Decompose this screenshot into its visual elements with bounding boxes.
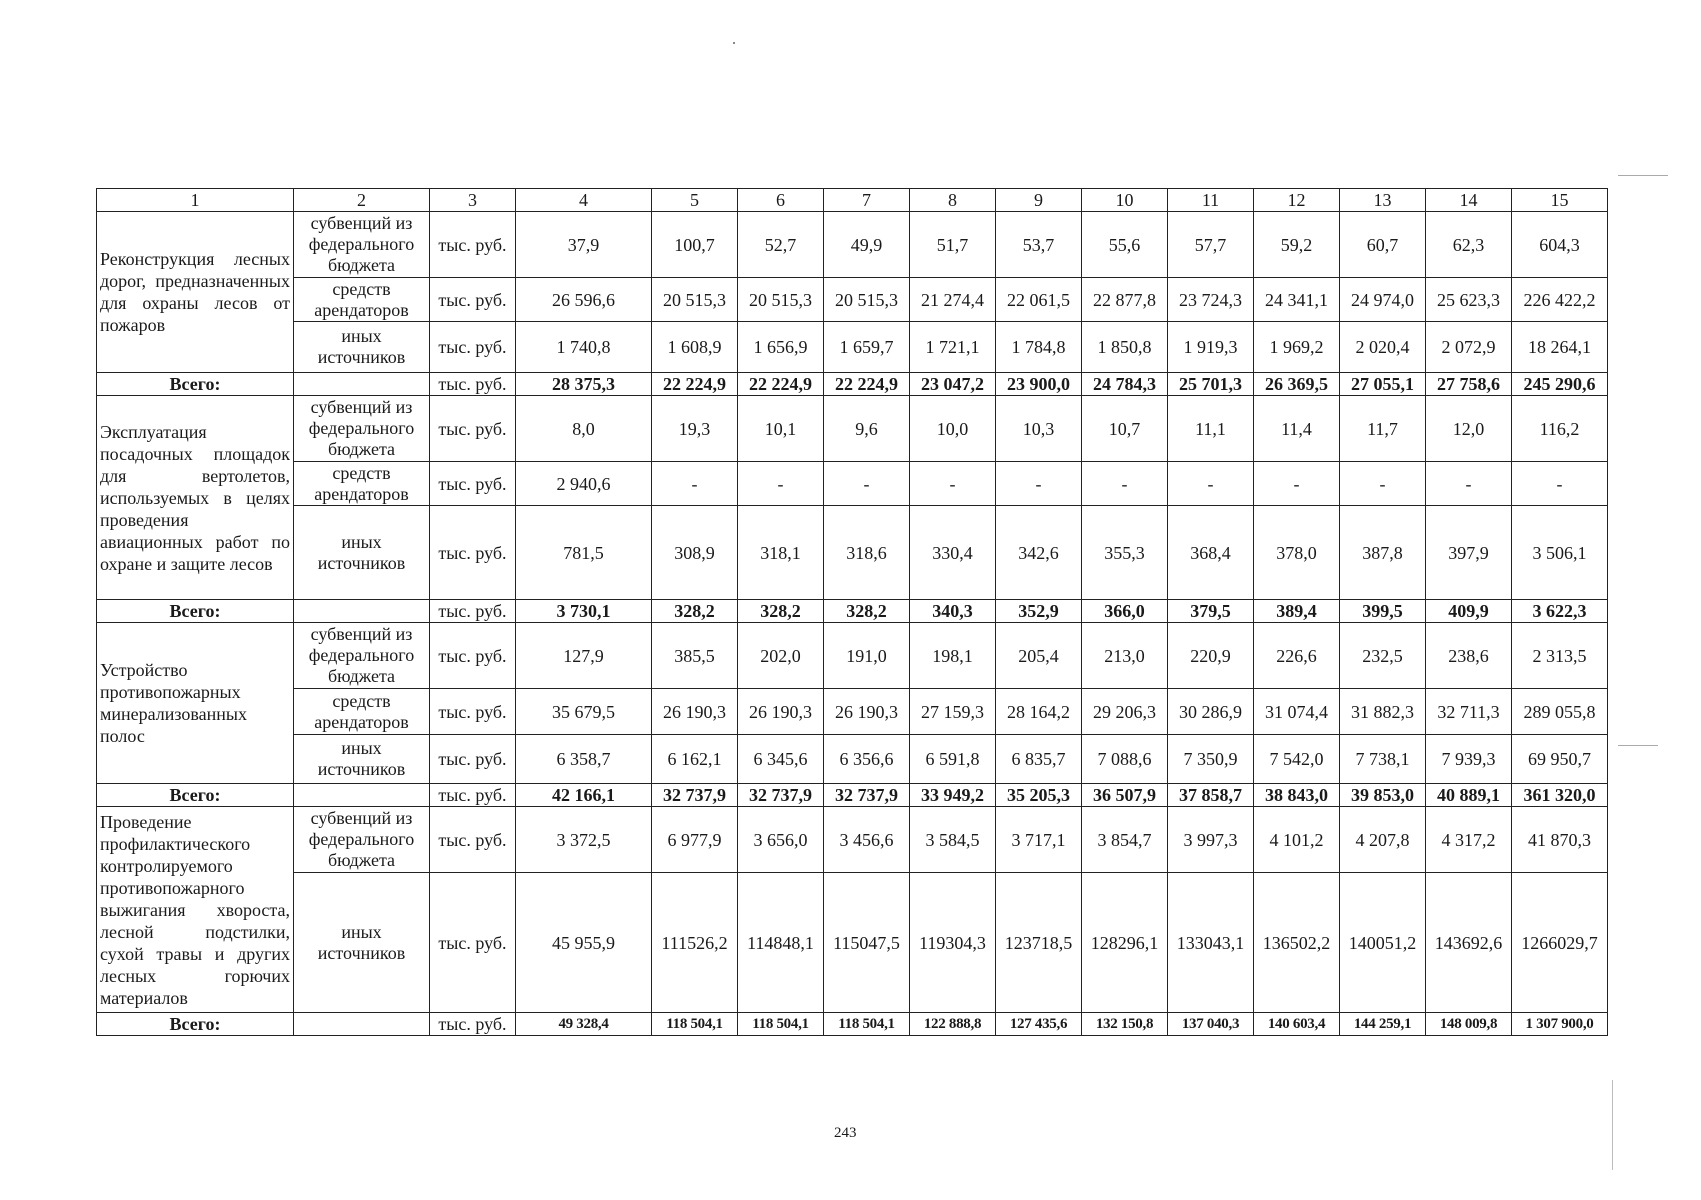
value-cell: 397,9 [1426,506,1512,600]
unit-cell: тыс. руб. [430,462,516,506]
value-cell: 10,3 [996,396,1082,462]
total-row [97,1013,1608,1036]
value-cell: - [652,462,738,506]
value-cell: 143692,6 [1426,873,1512,1013]
value-cell: 26 190,3 [652,689,738,735]
value-cell: 2 313,5 [1512,623,1608,689]
value-cell: 318,6 [824,506,910,600]
value-cell: 1 608,9 [652,322,738,373]
header-cell: 1 [97,189,294,212]
value-cell: 6 591,8 [910,735,996,784]
total-value: 22 224,9 [824,373,910,396]
header-cell: 13 [1340,189,1426,212]
value-cell: 53,7 [996,212,1082,278]
value-cell: 114848,1 [738,873,824,1013]
total-value: 328,2 [652,600,738,623]
value-cell: 41 870,3 [1512,807,1608,873]
value-cell: 62,3 [1426,212,1512,278]
value-cell: 31 882,3 [1340,689,1426,735]
value-cell: 10,0 [910,396,996,462]
value-cell: 2 020,4 [1340,322,1426,373]
total-value: 36 507,9 [1082,784,1168,807]
value-cell: 1 919,3 [1168,322,1254,373]
header-cell: 12 [1254,189,1340,212]
unit-cell: тыс. руб. [430,278,516,322]
value-cell: - [1082,462,1168,506]
value-cell: 3 717,1 [996,807,1082,873]
header-cell: 4 [516,189,652,212]
total-value: 148 009,8 [1426,1013,1512,1036]
unit-cell: тыс. руб. [430,623,516,689]
table-row [97,623,1608,689]
empty-cell [294,784,430,807]
value-cell: - [738,462,824,506]
total-value: 379,5 [1168,600,1254,623]
value-cell: 10,7 [1082,396,1168,462]
total-value: 352,9 [996,600,1082,623]
value-cell: 26 190,3 [738,689,824,735]
empty-cell [294,600,430,623]
total-value: 42 166,1 [516,784,652,807]
value-cell: 19,3 [652,396,738,462]
total-value: 399,5 [1340,600,1426,623]
scan-speck [1618,745,1658,746]
header-cell: 7 [824,189,910,212]
total-value: 118 504,1 [738,1013,824,1036]
value-cell: 20 515,3 [738,278,824,322]
value-cell: 60,7 [1340,212,1426,278]
measure-name: Эксплуатация посадочных площадок для вертолетов, используемых в целях проведения авиационных работ по охране и защите лесов [97,396,294,600]
total-row [97,784,1608,807]
total-value: 3 730,1 [516,600,652,623]
funding-source: средств арендаторов [294,462,430,506]
total-value: 27 758,6 [1426,373,1512,396]
unit-cell: тыс. руб. [430,212,516,278]
value-cell: 4 207,8 [1340,807,1426,873]
value-cell: - [1168,462,1254,506]
funding-source: иных источников [294,873,430,1013]
value-cell: 115047,5 [824,873,910,1013]
total-value: 127 435,6 [996,1013,1082,1036]
table-body [97,189,1608,1036]
header-cell: 14 [1426,189,1512,212]
table-row [97,689,1608,735]
value-cell: 23 724,3 [1168,278,1254,322]
value-cell: 11,4 [1254,396,1340,462]
value-cell: 55,6 [1082,212,1168,278]
value-cell: 128296,1 [1082,873,1168,1013]
value-cell: 59,2 [1254,212,1340,278]
value-cell: 52,7 [738,212,824,278]
total-value: 24 784,3 [1082,373,1168,396]
value-cell: 133043,1 [1168,873,1254,1013]
total-value: 118 504,1 [652,1013,738,1036]
value-cell: 191,0 [824,623,910,689]
total-value: 32 737,9 [738,784,824,807]
value-cell: 49,9 [824,212,910,278]
value-cell: 27 159,3 [910,689,996,735]
value-cell: 11,1 [1168,396,1254,462]
funding-source: субвенций из федерального бюджета [294,396,430,462]
total-value: 118 504,1 [824,1013,910,1036]
value-cell: 387,8 [1340,506,1426,600]
value-cell: 7 350,9 [1168,735,1254,784]
value-cell: 2 072,9 [1426,322,1512,373]
total-value: 32 737,9 [652,784,738,807]
value-cell: 330,4 [910,506,996,600]
value-cell: 136502,2 [1254,873,1340,1013]
value-cell: 28 164,2 [996,689,1082,735]
value-cell: - [1340,462,1426,506]
value-cell: 1 659,7 [824,322,910,373]
value-cell: 385,5 [652,623,738,689]
value-cell: 6 356,6 [824,735,910,784]
value-cell: - [910,462,996,506]
value-cell: 318,1 [738,506,824,600]
table-row [97,322,1608,373]
value-cell: 8,0 [516,396,652,462]
header-cell: 3 [430,189,516,212]
value-cell: 119304,3 [910,873,996,1013]
total-row [97,600,1608,623]
value-cell: 22 877,8 [1082,278,1168,322]
total-value: 366,0 [1082,600,1168,623]
budget-table [96,188,1608,1036]
value-cell: - [1426,462,1512,506]
value-cell: 1266029,7 [1512,873,1608,1013]
value-cell: 1 721,1 [910,322,996,373]
value-cell: 29 206,3 [1082,689,1168,735]
unit-cell: тыс. руб. [430,1013,516,1036]
value-cell: 3 854,7 [1082,807,1168,873]
table-row [97,873,1608,1013]
table-row [97,462,1608,506]
value-cell: 30 286,9 [1168,689,1254,735]
value-cell: - [1254,462,1340,506]
value-cell: 111526,2 [652,873,738,1013]
value-cell: 26 596,6 [516,278,652,322]
value-cell: 3 372,5 [516,807,652,873]
total-label: Всего: [97,1013,294,1036]
value-cell: 9,6 [824,396,910,462]
value-cell: 232,5 [1340,623,1426,689]
value-cell: 21 274,4 [910,278,996,322]
value-cell: 1 740,8 [516,322,652,373]
value-cell: 22 061,5 [996,278,1082,322]
value-cell: - [824,462,910,506]
value-cell: 3 456,6 [824,807,910,873]
total-value: 25 701,3 [1168,373,1254,396]
value-cell: 100,7 [652,212,738,278]
value-cell: 355,3 [1082,506,1168,600]
total-value: 40 889,1 [1426,784,1512,807]
value-cell: 3 584,5 [910,807,996,873]
total-value: 37 858,7 [1168,784,1254,807]
unit-cell: тыс. руб. [430,735,516,784]
table-row [97,807,1608,873]
value-cell: 26 190,3 [824,689,910,735]
table-row [97,278,1608,322]
total-value: 361 320,0 [1512,784,1608,807]
unit-cell: тыс. руб. [430,506,516,600]
value-cell: 51,7 [910,212,996,278]
header-cell: 10 [1082,189,1168,212]
header-cell: 2 [294,189,430,212]
total-label: Всего: [97,373,294,396]
value-cell: 378,0 [1254,506,1340,600]
measure-name: Проведение профилактического контролируемого противопожарного выжигания хвороста, лесной подстилки, сухой травы и других лесных горючих материалов [97,807,294,1013]
total-value: 328,2 [824,600,910,623]
value-cell: 7 542,0 [1254,735,1340,784]
value-cell: 1 784,8 [996,322,1082,373]
value-cell: 368,4 [1168,506,1254,600]
value-cell: 25 623,3 [1426,278,1512,322]
table-row [97,735,1608,784]
total-value: 35 205,3 [996,784,1082,807]
value-cell: 3 997,3 [1168,807,1254,873]
total-value: 22 224,9 [652,373,738,396]
total-value: 1 307 900,0 [1512,1013,1608,1036]
value-cell: 20 515,3 [652,278,738,322]
total-value: 33 949,2 [910,784,996,807]
value-cell: 226 422,2 [1512,278,1608,322]
total-value: 27 055,1 [1340,373,1426,396]
value-cell: 198,1 [910,623,996,689]
value-cell: 3 656,0 [738,807,824,873]
value-cell: 604,3 [1512,212,1608,278]
total-value: 49 328,4 [516,1013,652,1036]
total-label: Всего: [97,784,294,807]
funding-source: субвенций из федерального бюджета [294,807,430,873]
total-value: 23 047,2 [910,373,996,396]
value-cell: 31 074,4 [1254,689,1340,735]
total-value: 144 259,1 [1340,1013,1426,1036]
empty-cell [294,1013,430,1036]
value-cell: 12,0 [1426,396,1512,462]
funding-source: иных источников [294,322,430,373]
funding-source: субвенций из федерального бюджета [294,212,430,278]
table-row [97,396,1608,462]
value-cell: 226,6 [1254,623,1340,689]
value-cell: 7 939,3 [1426,735,1512,784]
value-cell: 1 850,8 [1082,322,1168,373]
scan-speck [1612,1080,1613,1170]
value-cell: 6 162,1 [652,735,738,784]
table-row [97,212,1608,278]
total-value: 26 369,5 [1254,373,1340,396]
total-value: 39 853,0 [1340,784,1426,807]
total-value: 122 888,8 [910,1013,996,1036]
value-cell: 18 264,1 [1512,322,1608,373]
value-cell: 205,4 [996,623,1082,689]
value-cell: 37,9 [516,212,652,278]
total-value: 140 603,4 [1254,1013,1340,1036]
total-value: 132 150,8 [1082,1013,1168,1036]
value-cell: 202,0 [738,623,824,689]
total-value: 245 290,6 [1512,373,1608,396]
unit-cell: тыс. руб. [430,784,516,807]
funding-source: иных источников [294,735,430,784]
value-cell: 3 506,1 [1512,506,1608,600]
header-cell: 8 [910,189,996,212]
total-value: 23 900,0 [996,373,1082,396]
measure-name: Устройство противопожарных минерализованных полос [97,623,294,784]
value-cell: 2 940,6 [516,462,652,506]
funding-source: средств арендаторов [294,278,430,322]
value-cell: 24 341,1 [1254,278,1340,322]
value-cell: 140051,2 [1340,873,1426,1013]
value-cell: 6 345,6 [738,735,824,784]
total-label: Всего: [97,600,294,623]
total-value: 3 622,3 [1512,600,1608,623]
value-cell: 342,6 [996,506,1082,600]
funding-source: субвенций из федерального бюджета [294,623,430,689]
scan-speck [733,42,735,44]
unit-cell: тыс. руб. [430,689,516,735]
value-cell: 289 055,8 [1512,689,1608,735]
value-cell: 11,7 [1340,396,1426,462]
unit-cell: тыс. руб. [430,396,516,462]
value-cell: 6 835,7 [996,735,1082,784]
total-value: 328,2 [738,600,824,623]
value-cell: 116,2 [1512,396,1608,462]
unit-cell: тыс. руб. [430,873,516,1013]
value-cell: 308,9 [652,506,738,600]
value-cell: 69 950,7 [1512,735,1608,784]
total-row [97,373,1608,396]
page-number: 243 [834,1125,857,1141]
empty-cell [294,373,430,396]
unit-cell: тыс. руб. [430,807,516,873]
total-value: 38 843,0 [1254,784,1340,807]
value-cell: 238,6 [1426,623,1512,689]
total-value: 22 224,9 [738,373,824,396]
value-cell: 4 101,2 [1254,807,1340,873]
value-cell: 1 969,2 [1254,322,1340,373]
value-cell: 123718,5 [996,873,1082,1013]
total-value: 389,4 [1254,600,1340,623]
value-cell: 220,9 [1168,623,1254,689]
header-cell: 15 [1512,189,1608,212]
value-cell: 127,9 [516,623,652,689]
funding-source: средств арендаторов [294,689,430,735]
value-cell: 781,5 [516,506,652,600]
measure-name: Реконструкция лесных дорог, предназначенных для охраны лесов от пожаров [97,212,294,373]
value-cell: - [1512,462,1608,506]
value-cell: 32 711,3 [1426,689,1512,735]
value-cell: 24 974,0 [1340,278,1426,322]
value-cell: 4 317,2 [1426,807,1512,873]
table-row [97,506,1608,600]
value-cell: 6 977,9 [652,807,738,873]
header-cell: 11 [1168,189,1254,212]
value-cell: 1 656,9 [738,322,824,373]
scan-speck [1618,175,1668,176]
value-cell: 35 679,5 [516,689,652,735]
header-cell: 5 [652,189,738,212]
header-row [97,189,1608,212]
total-value: 28 375,3 [516,373,652,396]
value-cell: 7 088,6 [1082,735,1168,784]
value-cell: 6 358,7 [516,735,652,784]
total-value: 137 040,3 [1168,1013,1254,1036]
value-cell: - [996,462,1082,506]
header-cell: 9 [996,189,1082,212]
header-cell: 6 [738,189,824,212]
value-cell: 57,7 [1168,212,1254,278]
total-value: 32 737,9 [824,784,910,807]
unit-cell: тыс. руб. [430,373,516,396]
unit-cell: тыс. руб. [430,322,516,373]
value-cell: 45 955,9 [516,873,652,1013]
funding-source: иных источников [294,506,430,600]
total-value: 409,9 [1426,600,1512,623]
value-cell: 213,0 [1082,623,1168,689]
value-cell: 10,1 [738,396,824,462]
total-value: 340,3 [910,600,996,623]
unit-cell: тыс. руб. [430,600,516,623]
value-cell: 7 738,1 [1340,735,1426,784]
value-cell: 20 515,3 [824,278,910,322]
